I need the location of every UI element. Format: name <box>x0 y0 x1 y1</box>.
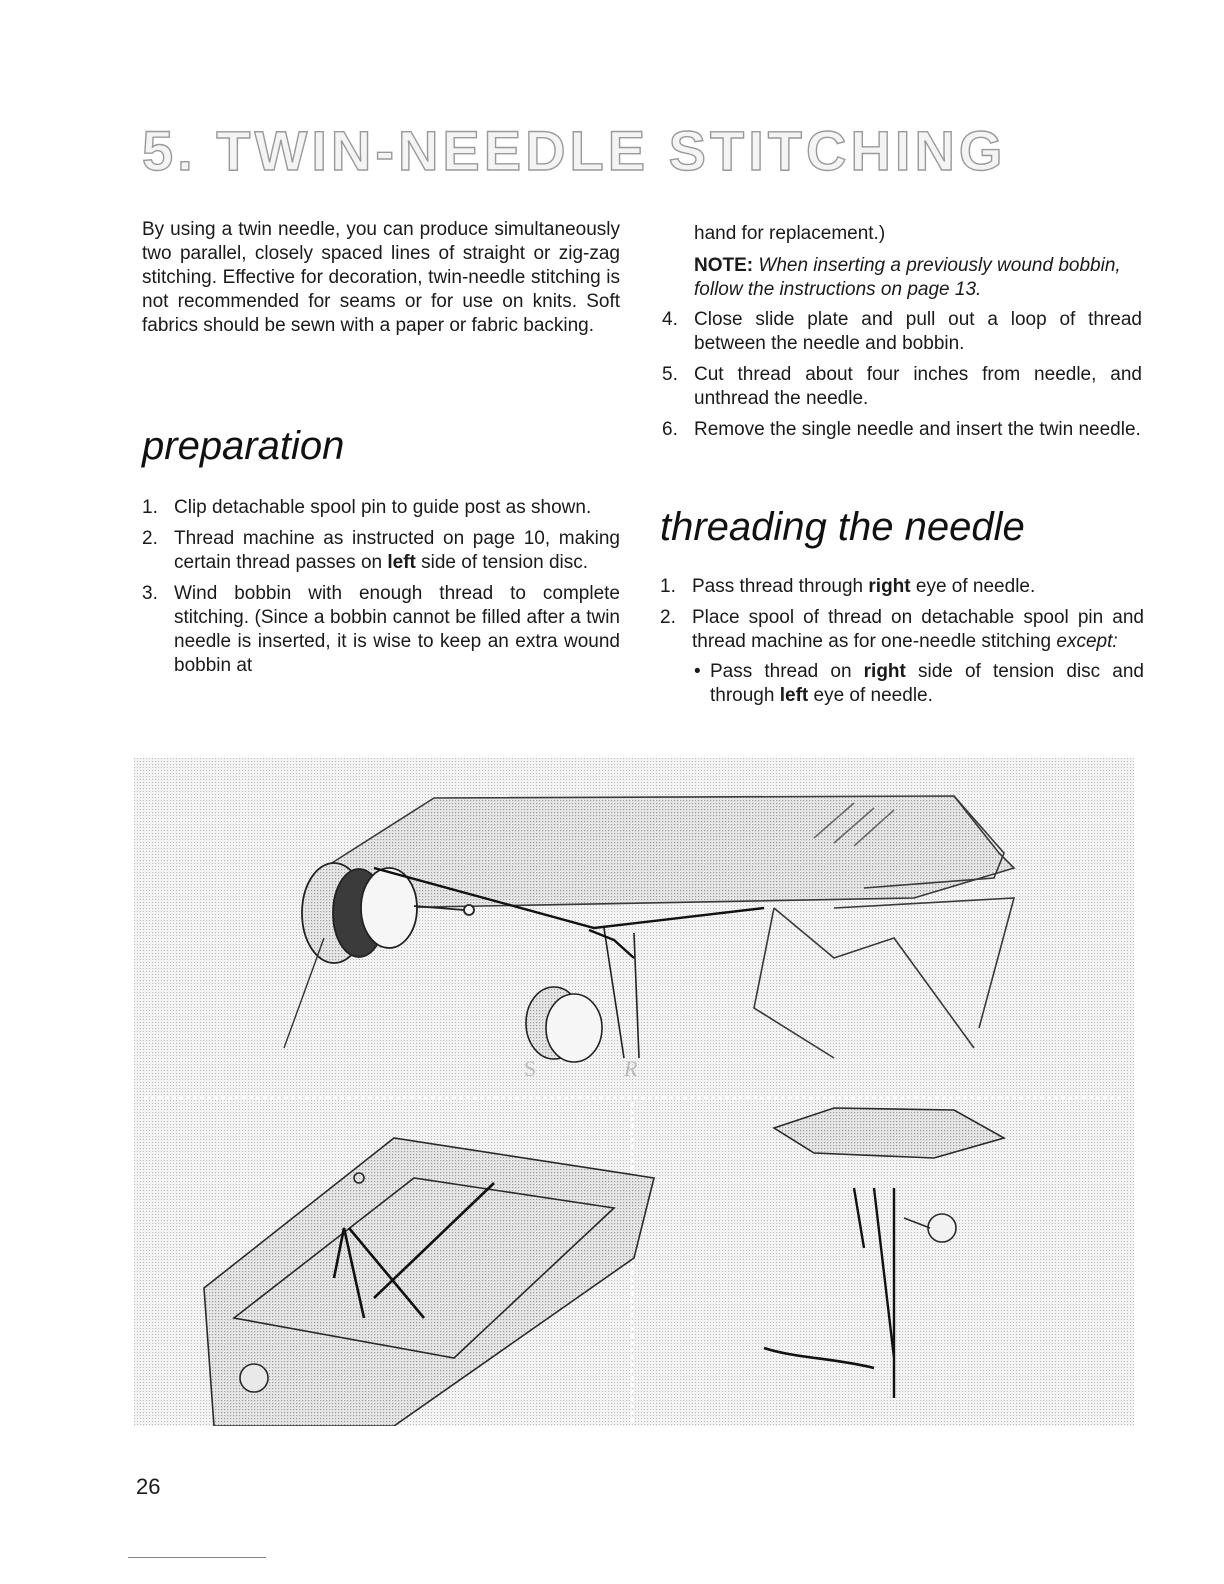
bullet-emphasis-1: right <box>863 661 906 682</box>
note-text: When inserting a previously wound bobbin, follow the instructions on page 13. <box>694 255 1121 300</box>
bullet-text: Pass thread on <box>710 661 864 682</box>
note <box>694 254 1142 302</box>
prep-step-1 <box>142 496 620 520</box>
step-number: 2. <box>142 528 158 549</box>
sewing-machine-illustration <box>134 758 1134 1426</box>
step-number: 4. <box>662 309 678 330</box>
step-italic: except: <box>1056 631 1118 652</box>
step-text: Place spool of thread on detachable spool pin and thread machine as for one-needle stitching <box>692 607 1144 652</box>
step-text: Close slide plate and pull out a loop of thread between the needle and bobbin. <box>694 309 1142 354</box>
page-title: 5. TWIN-NEEDLE STITCHING <box>142 119 1007 182</box>
step-number: 3. <box>142 583 158 604</box>
prep-step-4 <box>662 308 1142 356</box>
step-number: 1. <box>142 497 158 518</box>
step-text: Remove the single needle and insert the twin needle. <box>694 419 1141 440</box>
thread-step-2 <box>660 606 1144 708</box>
letter-s: S <box>524 1056 537 1081</box>
bullet-emphasis-2: left <box>779 685 809 706</box>
step-number: 5. <box>662 364 678 385</box>
step-number: 6. <box>662 419 678 440</box>
prep-step-2 <box>142 527 620 575</box>
bullet-item <box>692 660 1144 708</box>
page-number: 26 <box>136 1474 161 1499</box>
right-column <box>662 222 1142 449</box>
prep-step-3-continued: hand for replacement.) <box>694 223 886 244</box>
prep-step-5 <box>662 363 1142 411</box>
step-emphasis: left <box>387 552 416 573</box>
letter-r: R <box>624 1056 638 1081</box>
step-text: Thread machine as instructed on page 10, making certain thread passes on <box>174 528 620 573</box>
step-text: Cut thread about four inches from needle, and unthread the needle. <box>694 364 1142 409</box>
footer-rule <box>128 1557 266 1558</box>
threading-heading: threading the needle <box>660 505 1025 549</box>
bullet-dot-icon: • <box>694 661 701 682</box>
step-text: Clip detachable spool pin to guide post as shown. <box>174 497 592 518</box>
bullet-text-mid: side of tension disc and through <box>710 661 1144 706</box>
preparation-steps-continued <box>662 308 1142 442</box>
step-number: 1. <box>660 576 676 597</box>
threading-steps <box>660 575 1144 715</box>
thread-step-1 <box>660 575 1144 599</box>
preparation-steps <box>142 496 620 685</box>
prep-step-3 <box>142 582 620 678</box>
step-text-end: eye of needle. <box>910 576 1036 597</box>
intro-paragraph: By using a twin needle, you can produce simultaneously two parallel, closely spaced lines of straight or zig-zag stitching. Effective for decoration, twin-needle stitching is not recommended for seams or for use on knits. Soft fabrics should be sewn with a paper or fabric backing. <box>142 219 620 336</box>
intro-column <box>142 218 620 338</box>
step-text: Pass thread through <box>692 576 869 597</box>
step-text: Wind bobbin with enough thread to complete stitching. (Since a bobbin cannot be filled after a twin needle is inserted, it is wise to keep an extra wound bobbin at <box>174 583 620 676</box>
step-text-end: side of tension disc. <box>415 552 589 573</box>
bullet-text-end: eye of needle. <box>808 685 933 706</box>
preparation-heading: preparation <box>142 424 345 468</box>
step-number: 2. <box>660 607 676 628</box>
note-label: NOTE: <box>694 255 754 276</box>
prep-step-6 <box>662 418 1142 442</box>
step-emphasis: right <box>868 576 911 597</box>
